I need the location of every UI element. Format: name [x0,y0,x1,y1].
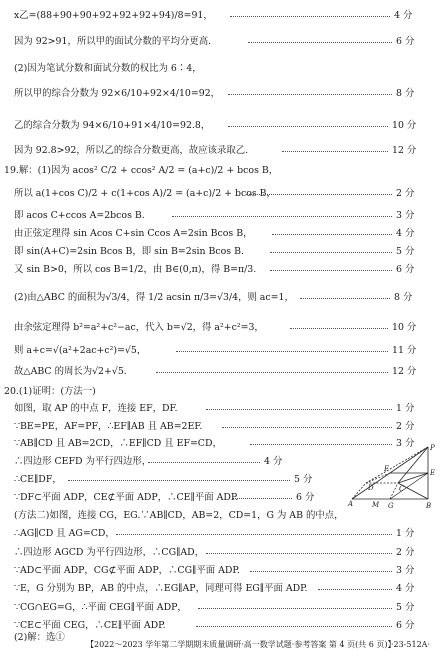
answer-line [0,34,440,50]
footer-code: ·23-512A· [390,640,430,649]
answer-line [0,508,440,524]
score-label: 4 分 [396,228,415,239]
score-label: 3 分 [396,438,415,449]
line-text: 由余弦定理得 b²=a²+c²−ac，代入 b=√2，得 a²+c²=3， [14,322,264,333]
answer-line [0,163,440,179]
label-a: A [348,500,354,508]
line-text: 又 sin B>0，所以 cos B=1/2，由 B∈(0,π)，得 B=π/3. [14,264,257,275]
line-text: (2)解：选① [14,632,65,643]
score-label: 6 分 [396,264,415,275]
label-p: P [430,444,435,452]
score-label: 6 分 [396,620,415,631]
dot-leader [246,194,392,195]
line-text: 由正弦定理得 sin Acos C+sin Ccos A=2sin Bcos B， [14,228,253,239]
dot-leader [282,151,388,152]
dot-leader [228,94,392,95]
answer-line [0,86,440,102]
dot-leader [222,427,392,428]
score-label: 12 分 [392,366,417,377]
answer-line [0,208,440,224]
edge-pd [366,447,428,483]
answer-line [0,563,440,579]
dot-leader [318,589,392,590]
dot-leader [300,298,390,299]
answer-line [0,244,440,260]
score-label: 4 分 [396,583,415,594]
pyramid-diagram [348,443,436,509]
score-label: 1 分 [396,403,415,414]
answer-line [0,401,440,417]
score-label: 3 分 [396,565,415,576]
page-footer [0,638,440,652]
score-label: 5 分 [396,246,415,257]
score-label: 11 分 [392,345,417,356]
answer-line [0,8,440,24]
score-label: 10 分 [392,120,417,131]
answer-line [0,526,440,542]
line-text: 如图，取 AP 的中点 F，连接 EF，DF. [14,403,178,414]
line-text: (方法二)如图，连接 CG，EG.∵AB∥CD，AB=2，CD=1，G 为 AB 的中点， [14,510,344,521]
score-label: 6 分 [396,36,415,47]
label-m: M [372,501,380,509]
dot-leader [230,16,390,17]
dot-leader [270,270,392,271]
answer-line [0,143,440,159]
dot-leader [116,534,392,535]
dot-leader [156,372,388,373]
label-b: B [426,502,432,510]
answer-line [0,290,440,306]
footer-title: 【2022～2023 学年第二学期期末质量调研·高一数学试题·参考答案 第 4 页(共 6 页)】 [86,640,396,649]
score-label: 5 分 [396,602,415,613]
label-e: E [430,469,436,477]
answer-line [0,419,440,435]
dot-leader [290,328,388,329]
dot-leader [248,42,392,43]
line-text: 故△ABC 的周长为√2+√5. [14,366,127,377]
line-text: ∵CE⊂平面 CEG，∴CE∥平面 ADP. [14,620,166,631]
line-text: ∵BE=PE，AF=PF，∴EF∥AB 且 AB=2EF. [14,421,203,432]
answer-line [0,61,440,77]
line-text: ∴CE∥DF， [14,474,62,485]
line-text: 因为 92.8>92，所以乙的综合分数更高，故应该录取乙. [14,145,249,156]
dot-leader [228,126,388,127]
score-label: 1 分 [396,528,415,539]
score-label: 2 分 [396,421,415,432]
answer-line [0,384,440,400]
line-text: ∵DF⊂平面 ADP，CE⊄平面 ADP，∴CE∥平面 ADP. [14,492,239,503]
line-text: x乙=(88+90+90+92+92+92+94)/8=91， [14,10,213,21]
answer-line [0,320,440,336]
dot-leader [206,409,392,410]
dot-leader [272,234,392,235]
line-text: ∴四边形 AGCD 为平行四边形，∴CG∥AD， [14,547,205,558]
dot-leader [196,626,392,627]
dot-leader [206,553,392,554]
segment-ge [390,473,428,499]
line-text: (2)因为笔试分数和面试分数的权比为 6∶4， [14,63,202,74]
score-label: 3 分 [396,210,415,221]
line-text: ∵CG∩EG=G，∴平面 CEG∥平面 ADP， [14,602,187,613]
answer-line [0,545,440,561]
score-label: 2 分 [396,188,415,199]
line-text: ∴四边形 CEFD 为平行四边形， [14,456,152,467]
line-text: 所以 a(1+cos C)/2 + c(1+cos A)/2 = (a+c)/2 + bcos B， [14,188,276,199]
answer-line [0,343,440,359]
dot-leader [250,571,392,572]
dot-leader [232,498,292,499]
label-c: C [399,485,405,493]
answer-line [0,186,440,202]
answer-line [0,226,440,242]
score-label: 6 分 [296,492,315,503]
dot-leader [198,608,392,609]
label-f: F [384,465,389,473]
line-text: 19.解：(1)因为 acos² C/2 + ccos² A/2 = (a+c)/2 + bcos B， [4,165,279,176]
line-text: ∴AG∥CD 且 AG=CD， [14,528,115,539]
line-text: 即 sin(A+C)=2sin Bcos B，即 sin B=2sin Bcos B. [14,246,244,257]
line-text: ∵E，G 分别为 BP，AB 的中点，∴EG∥AP，同理可得 EG∥平面 ADP. [14,583,308,594]
line-text: 则 a+c=√(a²+2ac+c²)=√5， [14,345,147,356]
answer-line [0,262,440,278]
line-text: (2)由△ABC 的面积为√3/4，得 1/2 acsin π/3=√3/4，则 ac=1， [14,292,294,303]
dot-leader [172,216,392,217]
score-label: 12 分 [392,145,417,156]
score-label: 10 分 [392,322,417,333]
line-text: ∵AD⊂平面 ADP，CG⊄平面 ADP，∴CG∥平面 ADP. [14,565,240,576]
score-label: 5 分 [294,474,313,485]
answer-line [0,364,440,380]
line-text: 20.(1)证明：(方法一) [4,386,96,397]
dot-leader [148,462,260,463]
line-text: 即 acos C+ccos A=2bcos B. [14,210,145,221]
dot-leader [176,351,388,352]
line-text: 所以甲的综合分数为 92×6/10+92×4/10=92， [14,88,221,99]
dot-leader [68,480,290,481]
answer-line [0,118,440,134]
score-label: 4 分 [394,10,413,21]
score-label: 8 分 [394,292,413,303]
label-d: D [368,484,374,492]
label-g: G [388,502,394,510]
score-label: 2 分 [396,547,415,558]
answer-line [0,600,440,616]
score-label: 8 分 [396,88,415,99]
line-text: 乙的综合分数为 94×6/10+91×4/10=92.8， [14,120,211,131]
answer-line [0,581,440,597]
score-label: 4 分 [264,456,283,467]
edge-pc [398,447,428,483]
line-text: ∵AB∥CD 且 AB=2CD，∴EF∥CD 且 EF=CD， [14,438,222,449]
line-text: 因为 92>91，所以甲的面试分数的平均分更高. [14,36,212,47]
dot-leader [270,252,392,253]
pyramid-figure [348,443,436,509]
